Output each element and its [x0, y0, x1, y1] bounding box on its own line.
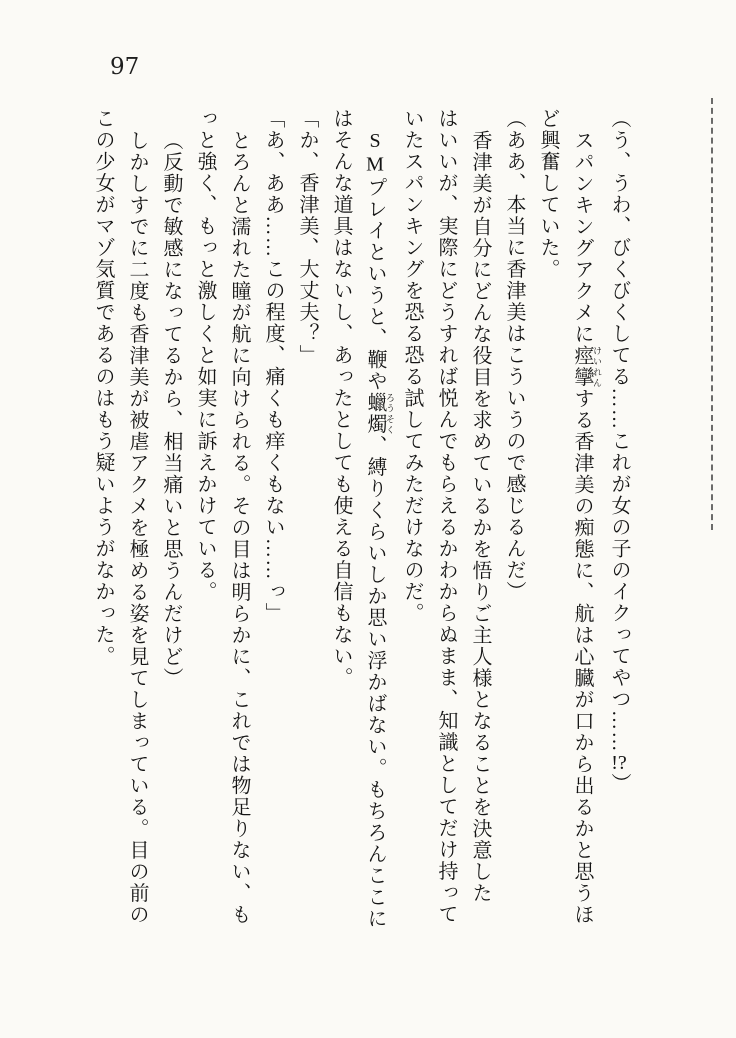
page-edge-scan-line: [711, 98, 713, 530]
ruby-annotated-word: 痙攣 けいれん: [571, 344, 602, 388]
text-segment: しかしすでに二度も香津美が被虐アクメを極める姿を見てしまっている。目の前の: [126, 129, 148, 925]
text-segment: いたスパンキングを恐る恐る試してみただけなのだ。: [401, 108, 423, 624]
text-segment: ）: [608, 773, 630, 795]
text-line: [188, 108, 222, 944]
text-line: [395, 108, 429, 944]
text-line: [290, 108, 324, 944]
text-segment: （反動で敏感になってるから、相当痛いと思うんだけど）: [160, 129, 182, 689]
text-line: [602, 108, 636, 944]
text-segment: ど興奮していた。: [537, 108, 559, 280]
text-segment: する香津美の痴態に、航は心臓が口から出るかと思うほ: [571, 387, 593, 925]
text-segment: SM: [364, 129, 386, 177]
text-segment: スパンキングアクメに: [571, 129, 593, 345]
text-line: [324, 108, 358, 944]
ruby-annotated-word: 蠟燭 ろうそく: [364, 391, 395, 435]
text-line: [463, 108, 497, 944]
text-line: [154, 108, 188, 944]
text-segment: はいいが、実際にどうすれば悦んでもらえるかわからぬまま、知識としてだけ持って: [435, 108, 457, 925]
text-segment: 「か、香津美、大丈夫？」: [296, 108, 318, 366]
text-segment: っと強く、もっと激しくと如実に訴えかけている。: [194, 108, 216, 603]
text-line: [358, 108, 395, 944]
text-segment: 「あ、ああ……この程度、痛くも痒くもない……っ」: [262, 108, 284, 624]
text-segment: この少女がマゾ気質であるのはもう疑いようがなかった。: [92, 108, 114, 667]
text-line: [222, 108, 256, 944]
text-segment: 香津美が自分にどんな役目を求めているかを悟りご主人様となることを決意した: [469, 129, 491, 904]
text-line: [497, 108, 531, 944]
text-segment: 、縛りくらいしか思い浮かばない。もちろんここに: [364, 434, 386, 929]
vertical-text-block: [86, 108, 636, 944]
text-line: [86, 108, 120, 944]
page-number: 97: [110, 54, 140, 80]
text-segment: はそんな道具はないし、あったとしても使える自信もない。: [330, 108, 352, 689]
text-segment: （う、うわ、びくびくしてる……これが女の子のイクってやつ……: [608, 108, 630, 753]
text-line: [256, 108, 290, 944]
text-line: [429, 108, 463, 944]
text-line: [120, 108, 154, 944]
text-segment: （ああ、本当に香津美はこういうので感じるんだ）: [503, 108, 525, 603]
text-segment: とろんと濡れた瞳が航に向けられる。その目は明らかに、これでは物足りない、も: [228, 129, 250, 925]
text-segment: !?: [611, 753, 627, 773]
text-line: [565, 108, 602, 944]
text-segment: プレイというと、鞭や: [364, 176, 386, 392]
text-line: [531, 108, 565, 944]
